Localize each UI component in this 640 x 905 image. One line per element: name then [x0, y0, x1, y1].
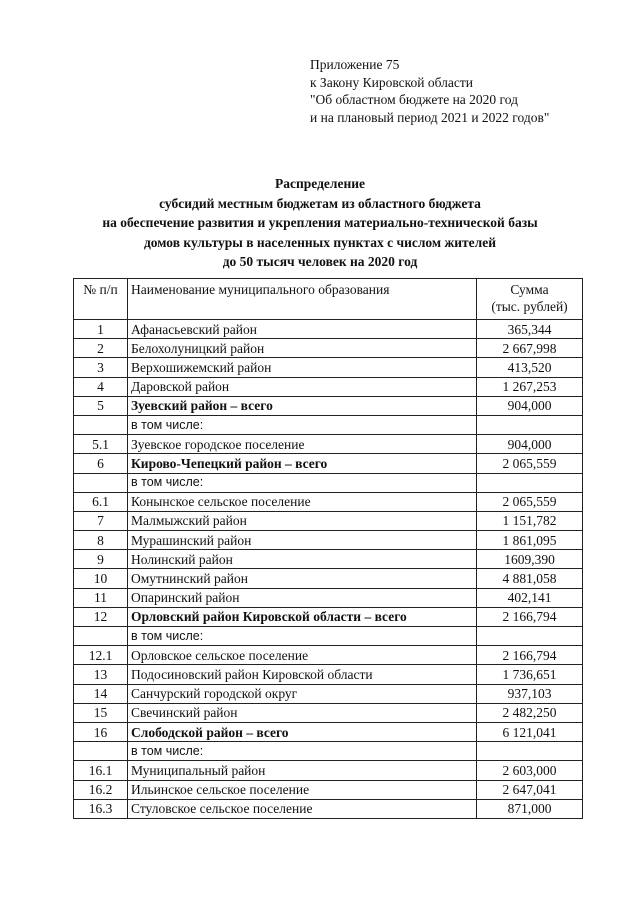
table-row — [74, 473, 583, 492]
cell-name: Муниципальный район — [128, 761, 477, 780]
cell-num — [74, 627, 128, 646]
cell-name: Стуловское сельское поселение — [128, 799, 477, 818]
cell-name: Санчурский городской округ — [128, 684, 477, 703]
table-row — [74, 531, 583, 550]
appendix-line: "Об областном бюджете на 2020 год — [310, 92, 518, 107]
appendix-header — [310, 56, 549, 126]
cell-name: Свечинский район — [128, 703, 477, 722]
table-row — [74, 665, 583, 684]
table-row — [74, 799, 583, 818]
cell-name: в том числе: — [128, 473, 477, 492]
title-line: домов культуры в населенных пунктах с числом жителей — [143, 234, 497, 250]
table-row — [74, 780, 583, 799]
cell-name: Малмыжский район — [128, 511, 477, 530]
header-num: № п/п — [74, 279, 128, 320]
table-row — [74, 703, 583, 722]
table-row — [74, 511, 583, 530]
header-name: Наименование муниципального образования — [128, 279, 477, 320]
title-line: до 50 тысяч человек на 2020 год — [222, 254, 418, 269]
table-row — [74, 627, 583, 646]
cell-name: Нолинский район — [128, 550, 477, 569]
cell-name: Омутнинский район — [128, 569, 477, 588]
cell-name: Афанасьевский район — [128, 320, 477, 339]
table-row — [74, 684, 583, 703]
cell-sum: 1 736,651 — [477, 665, 583, 684]
cell-sum: 365,344 — [477, 320, 583, 339]
cell-name: в том числе: — [128, 415, 477, 434]
cell-sum: 2 603,000 — [477, 761, 583, 780]
table-row — [74, 646, 583, 665]
table-body — [74, 320, 583, 819]
cell-num: 9 — [74, 550, 128, 569]
table-row — [74, 569, 583, 588]
cell-num: 12 — [74, 607, 128, 626]
cell-name: Опаринский район — [128, 588, 477, 607]
cell-num — [74, 473, 128, 492]
cell-sum: 904,000 — [477, 396, 583, 415]
cell-name: Зуевский район – всего — [128, 396, 477, 415]
subsidy-table — [73, 278, 583, 819]
cell-num: 12.1 — [74, 646, 128, 665]
table-row — [74, 761, 583, 780]
header-sum-line2: (тыс. рублей) — [491, 299, 568, 314]
cell-sum: 1 267,253 — [477, 377, 583, 396]
cell-num: 10 — [74, 569, 128, 588]
table-row — [74, 492, 583, 511]
cell-num: 7 — [74, 511, 128, 530]
cell-sum: 2 667,998 — [477, 339, 583, 358]
cell-sum: 2 166,794 — [477, 607, 583, 626]
table-row — [74, 435, 583, 454]
table-row — [74, 454, 583, 473]
table-row — [74, 722, 583, 741]
cell-num: 16 — [74, 722, 128, 741]
title-line: на обеспечение развития и укрепления материально-технической базы — [102, 215, 538, 230]
cell-name: в том числе: — [128, 742, 477, 761]
cell-name: Кирово-Чепецкий район – всего — [128, 454, 477, 473]
cell-num: 6 — [74, 454, 128, 473]
document-title — [0, 174, 640, 272]
cell-name: Верхошижемский район — [128, 358, 477, 377]
cell-num: 3 — [74, 358, 128, 377]
table-row — [74, 339, 583, 358]
table-row — [74, 320, 583, 339]
cell-sum: 871,000 — [477, 799, 583, 818]
cell-num — [74, 742, 128, 761]
table-row — [74, 415, 583, 434]
cell-num: 2 — [74, 339, 128, 358]
cell-num: 11 — [74, 588, 128, 607]
cell-sum — [477, 742, 583, 761]
cell-name: Белохолуницкий район — [128, 339, 477, 358]
appendix-line: Приложение 75 — [310, 57, 400, 72]
cell-sum: 2 647,041 — [477, 780, 583, 799]
cell-num: 8 — [74, 531, 128, 550]
cell-num: 1 — [74, 320, 128, 339]
cell-num: 14 — [74, 684, 128, 703]
cell-num: 6.1 — [74, 492, 128, 511]
cell-num: 5 — [74, 396, 128, 415]
table-row — [74, 358, 583, 377]
cell-name: Орловский район Кировской области – всего — [128, 607, 477, 626]
cell-sum: 402,141 — [477, 588, 583, 607]
cell-sum: 937,103 — [477, 684, 583, 703]
cell-sum — [477, 415, 583, 434]
table-header-row — [74, 279, 583, 320]
cell-num: 5.1 — [74, 435, 128, 454]
table-row — [74, 550, 583, 569]
cell-num: 16.2 — [74, 780, 128, 799]
cell-name: Мурашинский район — [128, 531, 477, 550]
cell-name: Ильинское сельское поселение — [128, 780, 477, 799]
appendix-line: и на плановый период 2021 и 2022 годов" — [310, 109, 550, 125]
table-row — [74, 742, 583, 761]
table-row — [74, 377, 583, 396]
cell-sum: 413,520 — [477, 358, 583, 377]
header-sum — [477, 279, 583, 320]
cell-sum: 6 121,041 — [477, 722, 583, 741]
cell-sum: 2 065,559 — [477, 492, 583, 511]
cell-sum: 2 482,250 — [477, 703, 583, 722]
title-line: субсидий местным бюджетам из областного бюджета — [159, 195, 481, 211]
cell-name: Орловское сельское поселение — [128, 646, 477, 665]
cell-num: 4 — [74, 377, 128, 396]
cell-name: Даровской район — [128, 377, 477, 396]
table-row — [74, 607, 583, 626]
cell-num: 16.3 — [74, 799, 128, 818]
cell-sum — [477, 473, 583, 492]
cell-name: Слободской район – всего — [128, 722, 477, 741]
cell-num: 13 — [74, 665, 128, 684]
cell-sum: 4 881,058 — [477, 569, 583, 588]
cell-num: 16.1 — [74, 761, 128, 780]
cell-name: в том числе: — [128, 627, 477, 646]
header-sum-line1: Сумма — [510, 282, 549, 297]
cell-sum: 1 151,782 — [477, 511, 583, 530]
cell-sum: 1609,390 — [477, 550, 583, 569]
cell-sum: 2 166,794 — [477, 646, 583, 665]
cell-sum — [477, 627, 583, 646]
table-row — [74, 396, 583, 415]
title-line: Распределение — [274, 176, 366, 191]
cell-sum: 904,000 — [477, 435, 583, 454]
cell-num — [74, 415, 128, 434]
cell-name: Подосиновский район Кировской области — [128, 665, 477, 684]
cell-name: Зуевское городское поселение — [128, 435, 477, 454]
cell-sum: 2 065,559 — [477, 454, 583, 473]
cell-name: Конынское сельское поселение — [128, 492, 477, 511]
table-row — [74, 588, 583, 607]
appendix-line: к Закону Кировской области — [310, 74, 474, 90]
cell-sum: 1 861,095 — [477, 531, 583, 550]
cell-num: 15 — [74, 703, 128, 722]
